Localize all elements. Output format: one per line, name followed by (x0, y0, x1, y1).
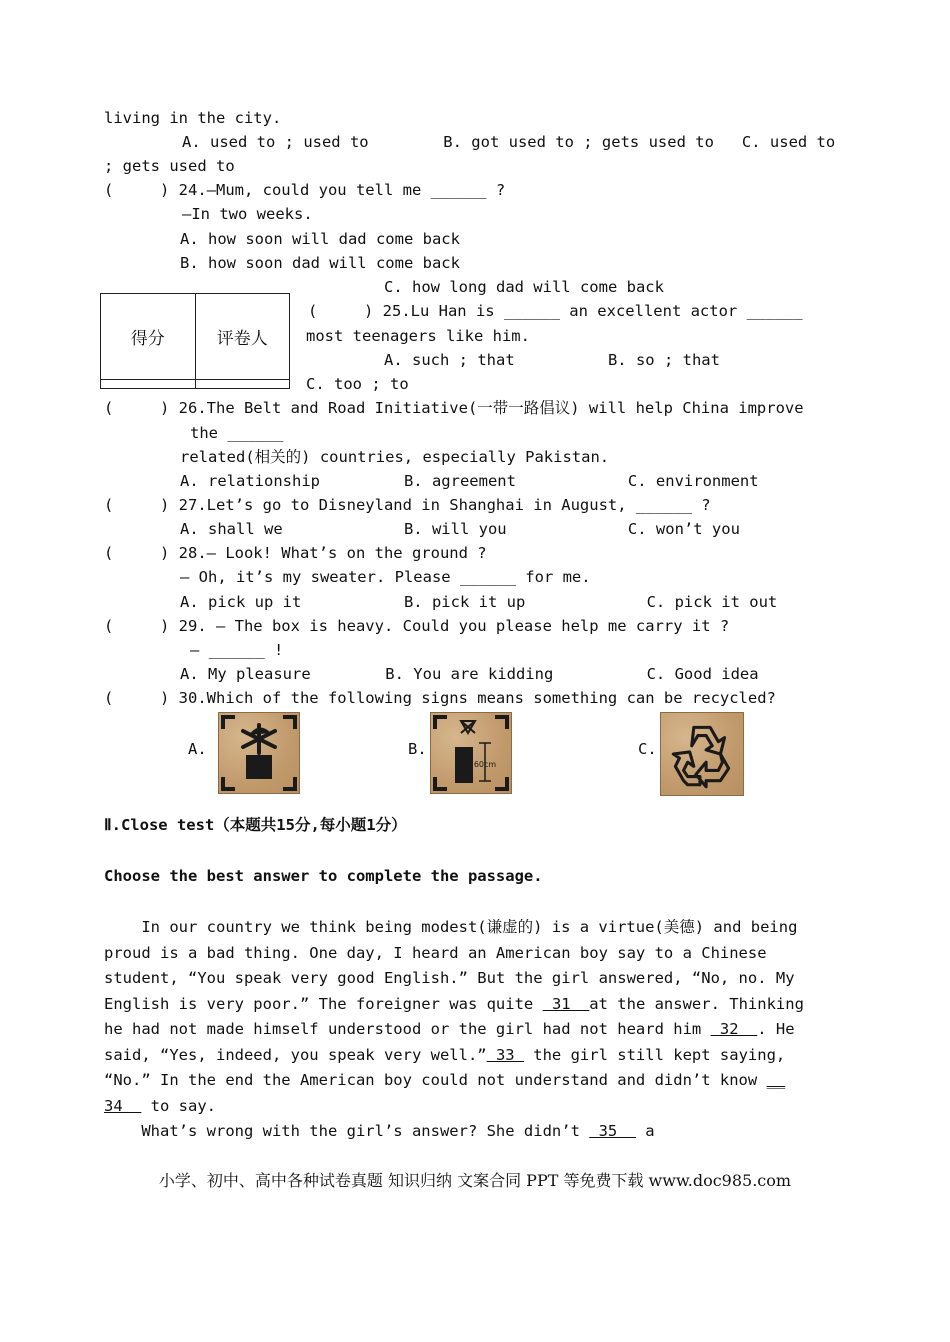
score-header: 得分 (101, 294, 196, 380)
question-28-options: A. pick up it B. pick it up C. pick it out (180, 593, 778, 611)
question-24-option-c: C. how long dad will come back (384, 278, 664, 296)
passage-line-6 (104, 1045, 785, 1065)
question-26-options: A. relationship B. agreement C. environment (180, 472, 759, 490)
stacking-limit-sign-icon (430, 712, 512, 794)
question-26-stem: ( ) 26.The Belt and Road Initiative(一带一路倡议) will help China improve (104, 399, 804, 417)
question-29-reply: — ______ ! (190, 641, 284, 659)
passage-line-6-text-end: the girl still kept saying, (523, 1046, 786, 1064)
passage-line-4 (104, 994, 804, 1014)
question-25-options: A. such ; that B. so ; that (384, 351, 720, 369)
passage-line-6-text: said, “Yes, indeed, you speak very well.” (104, 1046, 487, 1064)
question-27-options: A. shall we B. will you C. won’t you (180, 520, 740, 538)
question-24-option-a: A. how soon will dad come back (180, 230, 460, 248)
passage-line-5-text: he had not made himself understood or the girl had not heard him (104, 1020, 711, 1038)
passage-line-1: In our country we think being modest(谦虚的) is a virtue(美德) and being (104, 918, 798, 936)
blank-33: 33 (486, 1046, 524, 1064)
grader-cell (195, 379, 290, 388)
page-footer: 小学、初中、高中各种试卷真题 知识归纳 文案合同 PPT 等免费下载 www.doc985.com (158, 1171, 792, 1190)
question-29-options: A. My pleasure B. You are kidding C. Good idea (180, 665, 759, 683)
question-23-options-cont: ; gets used to (104, 157, 235, 175)
grader-header: 评卷人 (195, 294, 290, 380)
section-2-instruction: Choose the best answer to complete the passage. (104, 867, 543, 885)
question-25-stem: ( ) 25.Lu Han is ______ an excellent actor ______ (308, 302, 803, 320)
passage-line-9-text-end: a (635, 1122, 655, 1140)
passage-line-3: student, “You speak very good English.” But the girl answered, “No, no. My (104, 969, 795, 987)
question-25-stem-cont: most teenagers like him. (306, 327, 530, 345)
keep-dry-sign-icon (218, 712, 300, 794)
question-27-stem: ( ) 27.Let’s go to Disneyland in Shanghai in August, ______ ? (104, 496, 711, 514)
sign-a-label: A. (188, 740, 207, 758)
blank-34: 34 (104, 1097, 142, 1115)
blank-35: 35 (589, 1122, 636, 1140)
passage-line-8 (104, 1096, 216, 1116)
question-25-option-c: C. too ; to (306, 375, 409, 393)
passage-line-9 (104, 1121, 655, 1141)
passage-line-5-text-end: . He (757, 1020, 795, 1038)
passage-line-7 (104, 1070, 785, 1090)
question-30-stem: ( ) 30.Which of the following signs means something can be recycled? (104, 689, 776, 707)
sign-b-label: B. (408, 740, 427, 758)
blank-32: 32 (710, 1020, 758, 1038)
passage-line-4-text-end: at the answer. Thinking (589, 995, 804, 1013)
stacking-height-label: 60cm (473, 760, 497, 769)
passage-line-8-text: to say. (141, 1097, 216, 1115)
section-2-title: Ⅱ.Close test（本题共15分,每小题1分） (104, 816, 407, 834)
passage-line-4-text: English is very poor.” The foreigner was quite (104, 995, 543, 1013)
blank-34-start: __ (766, 1071, 786, 1089)
question-28-reply: — Oh, it’s my sweater. Please ______ for me. (180, 568, 591, 586)
question-28-stem: ( ) 28.— Look! What’s on the ground ? (104, 544, 487, 562)
score-cell (101, 379, 196, 388)
passage-line-9-text: What’s wrong with the girl’s answer? She didn’t (104, 1122, 590, 1140)
question-26-stem-cont2: related(相关的) countries, especially Pakistan. (180, 448, 610, 466)
blank-31: 31 (542, 995, 590, 1013)
question-23-options: A. used to ; used to B. got used to ; gets used to C. used to (182, 133, 836, 151)
question-29-stem: ( ) 29. — The box is heavy. Could you please help me carry it ? (104, 617, 730, 635)
question-24-reply: —In two weeks. (182, 205, 313, 223)
question-24-stem: ( ) 24.—Mum, could you tell me ______ ? (104, 181, 506, 199)
sign-c-label: C. (638, 740, 657, 758)
question-26-stem-cont: the ______ (190, 424, 284, 442)
passage-line-2: proud is a bad thing. One day, I heard an American boy say to a Chinese (104, 944, 767, 962)
passage-line-7-text: “No.” In the end the American boy could not understand and didn’t know (104, 1071, 767, 1089)
passage-line-5 (104, 1019, 795, 1039)
question-24-option-b: B. how soon dad will come back (180, 254, 460, 272)
recycle-sign-icon (660, 712, 744, 796)
score-table (100, 293, 290, 389)
question-23-stem-end: living in the city. (104, 109, 282, 127)
